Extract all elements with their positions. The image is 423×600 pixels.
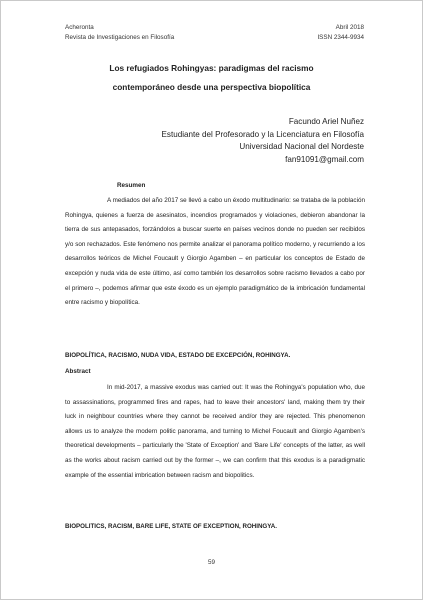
resumen-keywords: BIOPOLÍTICA, RACISMO, NUDA VIDA, ESTADO DE EXCEPCIÓN, ROHINGYA. [65, 352, 291, 359]
issn: ISSN 2344-9934 [317, 34, 364, 41]
running-header [65, 23, 364, 43]
resumen-text: A mediados del año 2017 se llevó a cabo un éxodo multitudinario: se trataba de la población Rohingya, quienes a fuerza de asesinatos, incendios programados y violaciones, debieron abandonar la tierra de sus antepasados, forzándolos a buscar suerte en países vecinos donde no pueden ser recibidos y/o son rechazados. Este fenómeno nos permite analizar el panorama político moderno, y recurriendo a los desarrollos teóricos de Michel Foucault y Giorgio Agamben – en particular los conceptos de Estado de excepción y nuda vida de este último, así como también los desarrollos sobre racismo llevados a cabo por el primero –, podemos afirmar que este éxodo es un ejemplo paradigmático de la imbricación fundamental entre racismo y biopolítica. [65, 197, 365, 307]
title-line-2: contemporáneo desde una perspectiva biopolítica [112, 82, 311, 92]
page-number: 59 [207, 559, 215, 566]
issue-date: Abril 2018 [335, 24, 364, 31]
abstract-text: In mid-2017, a massive exodus was carried out: It was the Rohingya's population who, due to assassinations, programmed fires and rapes, had to leave their ancestors' land, making them try their luck in neighbour countries where they cannot be received and/or they are rejected. This phenomenon allows us to analyze the modern politic panorama, and turning to Michel Foucault and Giorgio Agamben's theoretical developments – particularly the 'State of Exception' and 'Bare Life' concepts of the latter, as well as the works about racism carried out by the former –, we can confirm that this exodus is a paradigmatic example of the essential imbrication between racism and biopolitics. [65, 384, 365, 479]
journal-name: Acheronta [65, 24, 94, 31]
abstract-heading: Abstract [65, 368, 91, 375]
paper-title [41, 59, 382, 97]
author-block [162, 116, 364, 166]
resumen-heading: Resumen [117, 182, 146, 189]
title-line-1: Los refugiados Rohingyas: paradigmas del racismo [109, 63, 314, 73]
journal-subtitle: Revista de Investigaciones en Filosofía [65, 34, 175, 41]
author-name: Facundo Ariel Nuñez [288, 117, 364, 126]
author-institution: Universidad Nacional del Nordeste [239, 142, 364, 151]
author-role: Estudiante del Profesorado y la Licenciatura en Filosofía [161, 129, 364, 139]
abstract-keywords: BIOPOLITICS, RACISM, BARE LIFE, STATE OF EXCEPTION, ROHINGYA. [65, 523, 277, 530]
author-email: fan91091@gmail.com [285, 154, 364, 164]
